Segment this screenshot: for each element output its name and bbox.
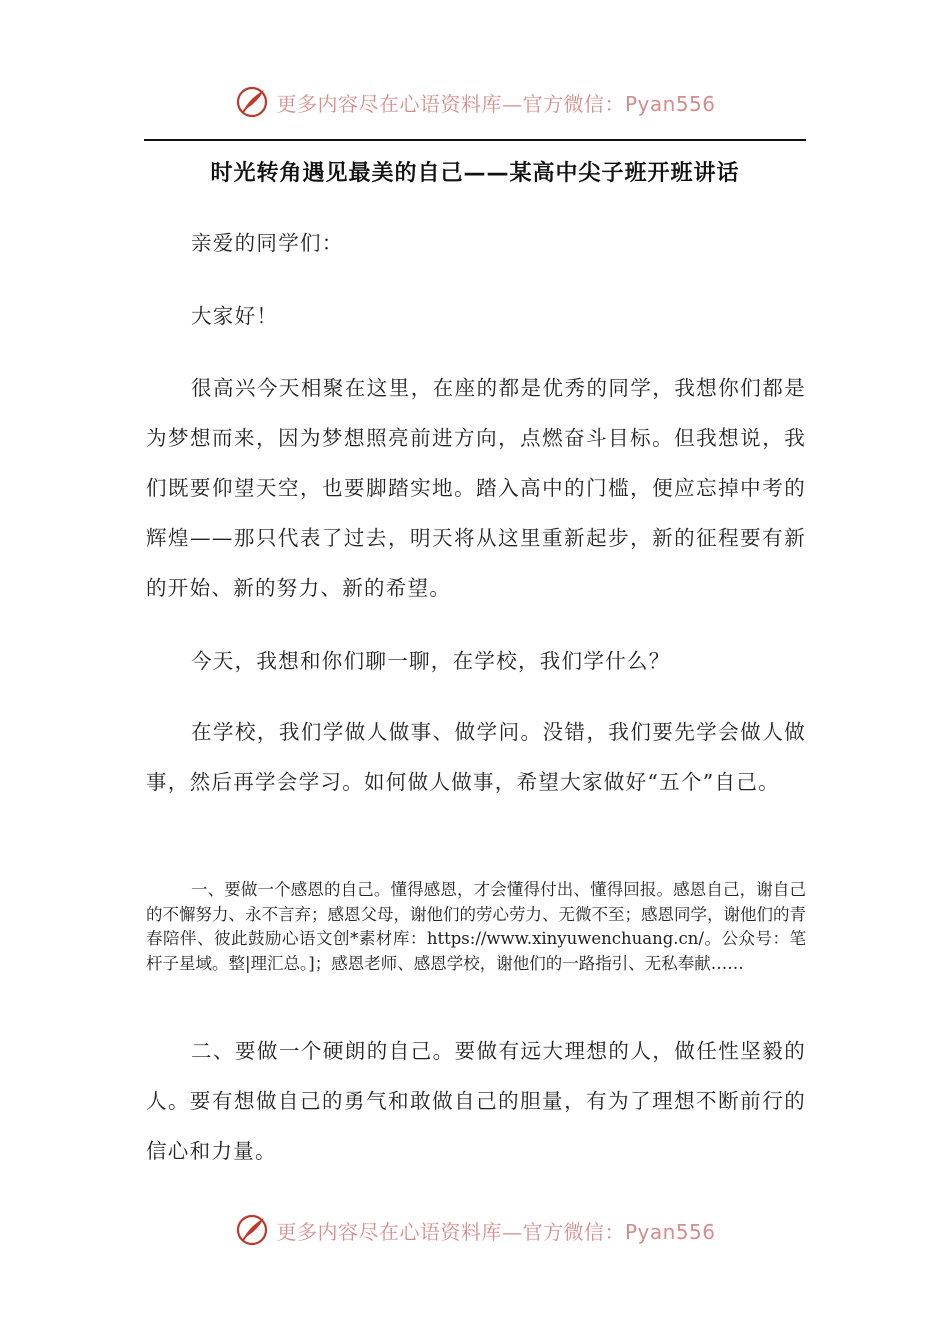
quill-pen-logo-icon xyxy=(234,1212,270,1248)
footer-banner xyxy=(0,1210,950,1250)
paragraph-intro: 很高兴今天相聚在这里，在座的都是优秀的同学，我想你们都是为梦想而来，因为梦想照亮前进方向，点燃奋斗目标。但我想说，我们既要仰望天空，也要脚踏实地。踏入高中的门槛，便应忘掉中考的辉煌——那只代表了过去，明天将从这里重新起步，新的征程要有新的开始、新的努力、新的希望。 xyxy=(146,376,806,600)
banner-text: 更多内容尽在心语资料库—官方微信：Pyan556 xyxy=(276,91,716,116)
document-title: 时光转角遇见最美的自己——某高中尖子班开班讲话 xyxy=(210,161,740,186)
header-banner xyxy=(0,82,950,122)
greeting: 亲爱的同学们： xyxy=(191,231,344,255)
quill-pen-logo-icon xyxy=(234,84,270,120)
paragraph-resilience: 二、要做一个硬朗的自己。要做有远大理想的人，做任性坚毅的人。要有想做自己的勇气和敢做自己的胆量，有为了理想不断前行的信心和力量。 xyxy=(146,1039,806,1163)
header-divider xyxy=(144,139,806,141)
banner-text: 更多内容尽在心语资料库—官方微信：Pyan556 xyxy=(276,1219,716,1244)
banner-wechat-id: Pyan556 xyxy=(624,91,716,116)
paragraph-gratitude: 一、要做一个感恩的自己。懂得感恩，才会懂得付出、懂得回报。感恩自己，谢自己的不懈努力、永不言弃；感恩父母，谢他们的劳心劳力、无微不至；感恩同学，谢他们的青春陪伴、彼此鼓励心语文创*素材库：https://www.xinyuwenchuang.cn/。公众号：笔杆子星域。整|理汇总。]；感恩老师、感恩学校，谢他们的一路指引、无私奉献…… xyxy=(146,880,806,973)
banner-wechat-id: Pyan556 xyxy=(624,1219,716,1244)
paragraph-question: 今天，我想和你们聊一聊，在学校，我们学什么？ xyxy=(191,649,671,673)
paragraph-learn: 在学校，我们学做人做事、做学问。没错，我们要先学会做人做事，然后再学会学习。如何做人做事，希望大家做好“五个”自己。 xyxy=(146,720,806,794)
hello: 大家好！ xyxy=(191,304,279,328)
